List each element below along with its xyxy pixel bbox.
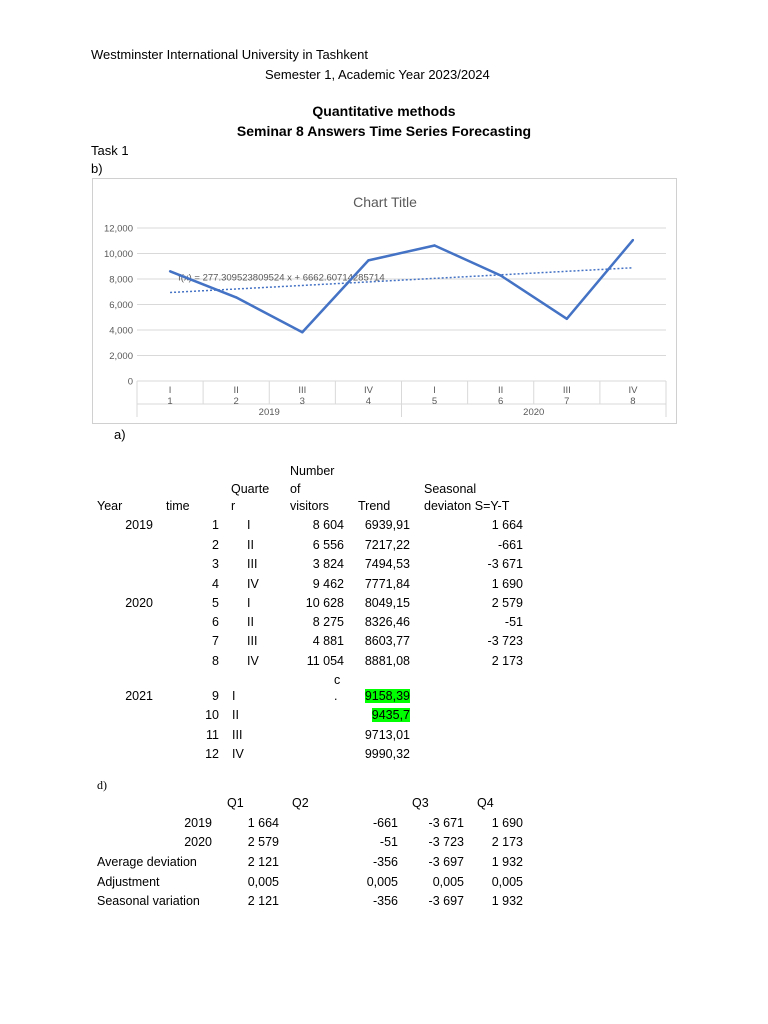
data-point xyxy=(301,331,303,333)
table-d-cell: 0,005 xyxy=(366,875,398,889)
header-quarter-1: Quarte xyxy=(231,482,270,496)
table-a-cell-seasonal: -3 671 xyxy=(487,557,523,571)
table-d-cell: 1 932 xyxy=(491,855,523,869)
table-a-cell-time: 5 xyxy=(212,596,219,610)
table-d-cell: 2 121 xyxy=(247,855,279,869)
university-name: Westminster International University in Tashkent xyxy=(91,47,368,62)
table-d-row-label: Seasonal variation xyxy=(97,894,200,908)
x-time-label: 6 xyxy=(498,396,504,407)
x-tick-label: IV xyxy=(363,385,373,396)
y-tick-label: 10,000 xyxy=(103,249,133,260)
table-a-cell-trend: 8326,46 xyxy=(364,615,410,629)
forecast-cell-trend xyxy=(350,689,410,703)
table-d-row-label: 2019 xyxy=(184,816,212,830)
header-q2: Q2 xyxy=(292,796,309,810)
table-a-cell-seasonal: -51 xyxy=(504,615,523,629)
table-d-row-label: 2020 xyxy=(184,835,212,849)
table-a-cell-trend: 7217,22 xyxy=(364,538,410,552)
x-time-label: 2 xyxy=(233,396,239,407)
forecast-cell-time: 11 xyxy=(206,728,219,742)
table-d-cell: -3 697 xyxy=(428,894,464,908)
y-tick-label: 4,000 xyxy=(109,325,133,337)
table-a-cell-quarter: III xyxy=(247,634,258,648)
trendline-equation: f(x) = 277.309523809524 x + 6662.60714285714 xyxy=(178,272,385,284)
forecast-cell-trend: 9713,01 xyxy=(364,728,410,742)
table-a-cell-visitors: 4 881 xyxy=(312,634,344,648)
table-a-cell-visitors: 11 054 xyxy=(306,654,344,668)
table-a-cell-trend: 7494,53 xyxy=(364,557,410,571)
header-visitors-3: visitors xyxy=(290,499,329,513)
table-a-cell-seasonal: 2 173 xyxy=(491,654,523,668)
y-tick-label: 0 xyxy=(127,376,133,388)
seminar-title: Seminar 8 Answers Time Series Forecasting xyxy=(236,123,532,139)
header-quarter-2: r xyxy=(231,499,236,513)
x-tick-label: I xyxy=(433,385,436,396)
data-point xyxy=(566,318,568,320)
header-seasonal-2: deviaton S=Y-T xyxy=(424,499,510,513)
table-d-cell: -3 671 xyxy=(428,816,464,830)
table-a-cell-visitors: 6 556 xyxy=(312,538,344,552)
forecast-cell-year: 2021 xyxy=(125,689,153,703)
table-a-cell-time: 7 xyxy=(212,634,219,648)
data-point xyxy=(169,270,171,272)
table-a-cell-quarter: I xyxy=(247,596,251,610)
table-a-cell-seasonal: 2 579 xyxy=(491,596,523,610)
forecast-cell-quarter: II xyxy=(232,708,239,722)
table-d-cell: 1 932 xyxy=(491,894,523,908)
table-a-cell-visitors: 8 275 xyxy=(312,615,344,629)
table-a-cell-time: 4 xyxy=(212,577,219,591)
table-d-row-label: Adjustment xyxy=(97,875,160,889)
chart-svg xyxy=(93,179,676,423)
table-a-cell-time: 2 xyxy=(212,538,219,552)
table-a-cell-seasonal: -661 xyxy=(497,538,523,552)
x-time-label: 1 xyxy=(167,396,173,407)
data-point xyxy=(499,274,501,276)
data-point xyxy=(367,259,369,261)
header-trend: Trend xyxy=(358,499,391,513)
part-b-label: b) xyxy=(91,161,103,176)
chart-title: Chart Title xyxy=(353,194,417,210)
x-tick-label: I xyxy=(168,385,172,396)
x-time-label: 5 xyxy=(431,396,438,407)
x-year-label: 2019 xyxy=(258,407,280,418)
header-visitors-1: Number xyxy=(290,464,335,478)
header-seasonal-1: Seasonal xyxy=(424,482,477,496)
forecast-cell-quarter: I xyxy=(232,689,236,703)
table-a-cell-year: 2020 xyxy=(125,596,153,610)
header-year: Year xyxy=(97,499,123,513)
table-a-cell-trend: 6939,91 xyxy=(364,518,410,532)
x-tick-label: II xyxy=(498,385,504,396)
table-a-cell-quarter: II xyxy=(247,615,254,629)
table-a-cell-time: 6 xyxy=(212,615,219,629)
part-d-label: d) xyxy=(97,778,107,792)
table-a-cell-visitors: 10 628 xyxy=(305,596,344,610)
part-c-label: c xyxy=(334,673,341,687)
table-d-cell: 2 173 xyxy=(491,835,523,849)
table-d-cell: 1 664 xyxy=(247,816,279,830)
table-a-cell-time: 1 xyxy=(212,518,219,532)
header-q4: Q4 xyxy=(477,796,494,810)
table-d-cell: 1 690 xyxy=(491,816,523,830)
table-a-cell-seasonal: 1 690 xyxy=(491,577,523,591)
table-a-cell-trend: 8881,08 xyxy=(364,654,410,668)
data-point xyxy=(632,239,634,241)
table-a-cell-year: 2019 xyxy=(125,518,153,532)
task-label: Task 1 xyxy=(91,143,129,158)
table-d-row-label: Average deviation xyxy=(97,855,197,869)
table-a-cell-time: 3 xyxy=(212,557,219,571)
header-q1: Q1 xyxy=(227,796,244,810)
header-visitors-2: of xyxy=(290,482,301,496)
x-time-label: 3 xyxy=(299,396,305,407)
table-a-cell-quarter: III xyxy=(247,557,258,571)
forecast-highlight: 9435,7 xyxy=(371,708,410,722)
x-tick-label: III xyxy=(298,385,307,396)
table-a-cell-trend: 8603,77 xyxy=(364,634,410,648)
table-a-cell-seasonal: -3 723 xyxy=(487,634,523,648)
part-a-label: a) xyxy=(114,427,126,442)
semester-line: Semester 1, Academic Year 2023/2024 xyxy=(265,67,490,82)
table-a-cell-visitors: 3 824 xyxy=(312,557,344,571)
x-tick-label: II xyxy=(233,385,239,396)
line-chart xyxy=(92,178,677,424)
table-a-cell-visitors: 8 604 xyxy=(312,518,344,532)
table-a-cell-quarter: IV xyxy=(247,577,259,591)
forecast-cell-trend xyxy=(350,708,410,722)
x-time-label: 8 xyxy=(630,396,636,407)
table-a-cell-seasonal: 1 664 xyxy=(491,518,523,532)
table-d-cell: -3 723 xyxy=(428,835,464,849)
table-d-cell: 2 579 xyxy=(247,835,279,849)
table-d-cell: 0,005 xyxy=(491,875,523,889)
header-q3: Q3 xyxy=(412,796,429,810)
table-d-cell: 0,005 xyxy=(432,875,464,889)
forecast-cell-time: 12 xyxy=(205,747,219,761)
x-time-label: 7 xyxy=(564,396,570,407)
table-d-cell: -3 697 xyxy=(428,855,464,869)
table-d-cell: 0,005 xyxy=(247,875,279,889)
y-tick-label: 6,000 xyxy=(109,300,133,311)
data-point xyxy=(235,296,237,298)
table-d-cell: -51 xyxy=(379,835,398,849)
forecast-cell-quarter: IV xyxy=(232,747,244,761)
table-a-cell-quarter: I xyxy=(247,518,251,532)
table-d-cell: -661 xyxy=(372,816,398,830)
table-a-cell-quarter: IV xyxy=(247,654,259,668)
x-year-label: 2020 xyxy=(523,407,545,418)
y-tick-label: 2,000 xyxy=(109,351,133,362)
table-d-cell: -356 xyxy=(372,855,398,869)
forecast-cell-time: 9 xyxy=(212,689,219,703)
header-time: time xyxy=(166,499,190,513)
forecast-highlight: 9158,39 xyxy=(364,689,410,703)
table-d-cell: -356 xyxy=(372,894,398,908)
table-a-cell-time: 8 xyxy=(212,654,219,668)
forecast-cell-dot: . xyxy=(334,689,338,703)
data-point xyxy=(433,244,435,246)
course-title: Quantitative methods xyxy=(312,103,456,119)
forecast-cell-quarter: III xyxy=(232,728,243,742)
x-tick-label: III xyxy=(562,385,571,396)
x-time-label: 4 xyxy=(365,396,372,407)
y-tick-label: 8,000 xyxy=(109,274,133,286)
forecast-cell-time: 10 xyxy=(205,708,219,722)
table-a-cell-trend: 7771,84 xyxy=(364,577,410,591)
table-a-cell-trend: 8049,15 xyxy=(364,596,410,610)
y-tick-label: 12,000 xyxy=(103,223,133,235)
table-a-cell-quarter: II xyxy=(247,538,254,552)
forecast-cell-trend: 9990,32 xyxy=(364,747,410,761)
x-tick-label: IV xyxy=(628,385,638,396)
table-a-cell-visitors: 9 462 xyxy=(312,577,344,591)
table-d-cell: 2 121 xyxy=(247,894,279,908)
